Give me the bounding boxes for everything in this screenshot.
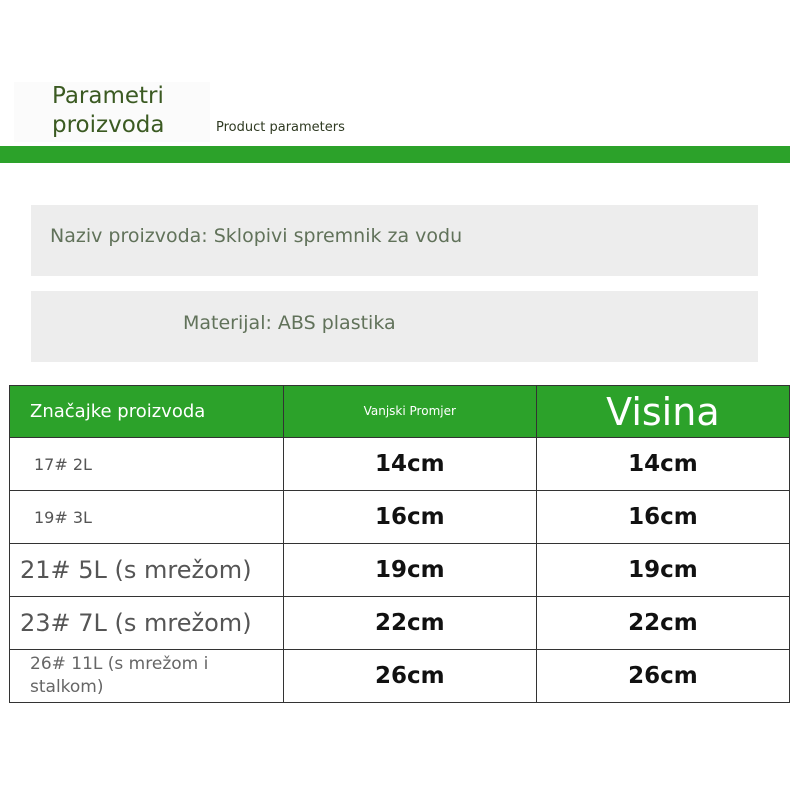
- table-row: [10, 650, 790, 703]
- product-name-text: Naziv proizvoda: Sklopivi spremnik za vodu: [50, 225, 463, 247]
- row-diameter: 14cm: [283, 438, 536, 491]
- row-diameter: 19cm: [283, 544, 536, 597]
- row-name: 26# 11L (s mrežom i stalkom): [10, 650, 284, 703]
- row-name: 21# 5L (s mrežom): [10, 544, 284, 597]
- table-row: [10, 597, 790, 650]
- material-text: Materijal: ABS plastika: [183, 312, 396, 334]
- header-diameter: Vanjski Promjer: [283, 386, 536, 438]
- row-diameter: 26cm: [283, 650, 536, 703]
- page-subtitle: Product parameters: [216, 120, 345, 135]
- table-row: [10, 438, 790, 491]
- row-height: 16cm: [536, 491, 789, 544]
- header-divider-bar: [0, 146, 790, 163]
- table-header-row: [10, 386, 790, 438]
- row-height: 22cm: [536, 597, 789, 650]
- row-name: 17# 2L: [10, 438, 284, 491]
- product-name-box: [31, 205, 758, 276]
- row-name: 19# 3L: [10, 491, 284, 544]
- row-height: 14cm: [536, 438, 789, 491]
- row-name: 23# 7L (s mrežom): [10, 597, 284, 650]
- spec-table: [9, 385, 790, 703]
- header-features: Značajke proizvoda: [10, 386, 284, 438]
- table-row: [10, 544, 790, 597]
- row-height: 19cm: [536, 544, 789, 597]
- row-height: 26cm: [536, 650, 789, 703]
- header-height: Visina: [536, 386, 789, 438]
- row-diameter: 16cm: [283, 491, 536, 544]
- table-row: [10, 491, 790, 544]
- material-box: [31, 291, 758, 362]
- page-title: Parametri proizvoda: [52, 83, 165, 138]
- row-diameter: 22cm: [283, 597, 536, 650]
